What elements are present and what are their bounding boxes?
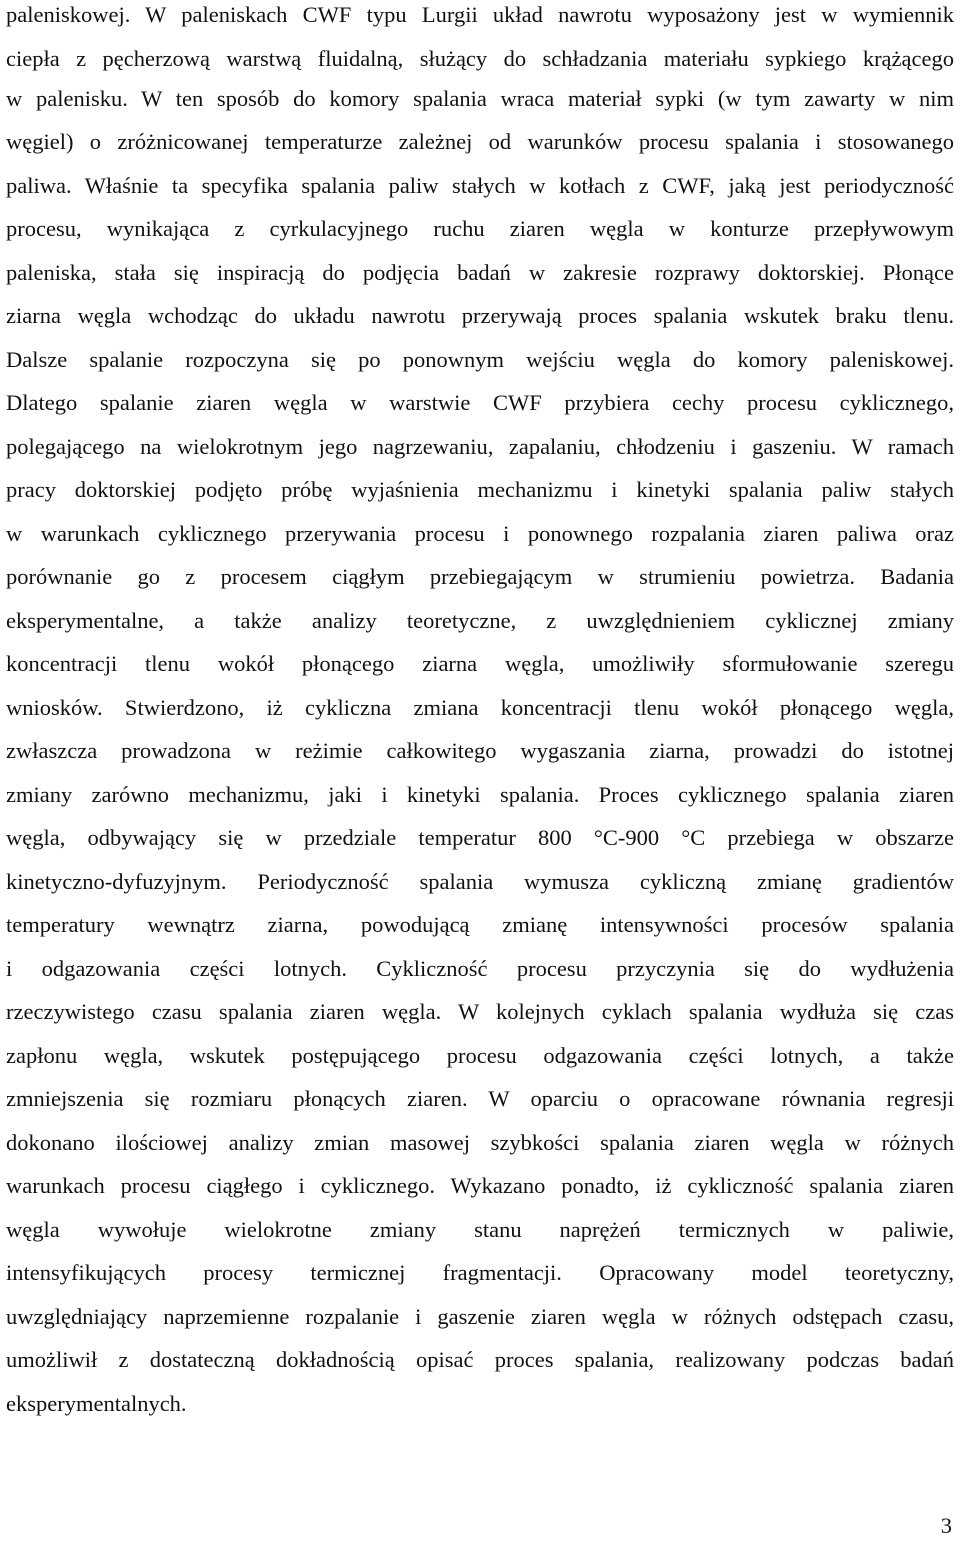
text-line-31: uwzględniający naprzemienne rozpalanie i gaszenie ziaren węgla w różnych odstępach czasu,	[6, 1303, 954, 1329]
text-line-19: zmiany zarówno mechanizmu, jaki i kinetyki spalania. Proces cyklicznego spalania ziaren	[6, 781, 954, 807]
text-line-15: eksperymentalne, a także analizy teoretyczne, z uwzględnieniem cyklicznej zmiany	[6, 607, 954, 633]
text-line-1: paleniskowej. W paleniskach CWF typu Lurgii układ nawrotu wyposażony jest w wymiennik	[6, 2, 954, 27]
text-line-12: pracy doktorskiej podjęto próbę wyjaśnienia mechanizmu i kinetyki spalania paliw stałych	[6, 477, 954, 502]
text-line-11: polegającego na wielokrotnym jego nagrzewaniu, zapalaniu, chłodzeniu i gaszeniu. W ramach	[6, 433, 954, 459]
text-line-16: koncentracji tlenu wokół płonącego ziarna węgla, umożliwiły sformułowanie szeregu	[6, 651, 954, 676]
text-line-24: rzeczywistego czasu spalania ziaren węgla. W kolejnych cyklach spalania wydłuża się czas	[6, 999, 954, 1024]
text-line-25: zapłonu węgla, wskutek postępującego procesu odgazowania części lotnych, a także	[6, 1042, 954, 1068]
text-line-2: ciepła z pęcherzową warstwą fluidalną, służący do schładzania materiału sypkiego krążącego	[6, 45, 954, 71]
text-line-20: węgla, odbywający się w przedziale temperatur 800 °C-900 °C przebiega w obszarze	[6, 825, 954, 850]
text-line-17: wniosków. Stwierdzono, iż cykliczna zmiana koncentracji tlenu wokół płonącego węgla,	[6, 694, 954, 720]
text-line-26: zmniejszenia się rozmiaru płonących ziaren. W oparciu o opracowane równania regresji	[6, 1086, 954, 1111]
page-number: 3	[940, 1513, 952, 1538]
text-line-30: intensyfikujących procesy termicznej fragmentacji. Opracowany model teoretyczny,	[6, 1260, 954, 1285]
text-line-13: w warunkach cyklicznego przerywania procesu i ponownego rozpalania ziaren paliwa oraz	[6, 520, 954, 546]
text-line-5: paliwa. Właśnie ta specyfika spalania paliw stałych w kotłach z CWF, jaką jest periodyczność	[6, 172, 954, 198]
text-line-3: w palenisku. W ten sposób do komory spalania wraca materiał sypki (w tym zawarty w nim	[6, 85, 954, 111]
text-line-18: zwłaszcza prowadzona w reżimie całkowitego wygaszania ziarna, prowadzi do istotnej	[6, 738, 954, 763]
text-line-7: paleniska, stała się inspiracją do podjęcia badań w zakresie rozprawy doktorskiej. Płonące	[6, 259, 954, 285]
text-line-33: eksperymentalnych.	[6, 1390, 187, 1416]
text-line-32: umożliwił z dostateczną dokładnością opisać proces spalania, realizowany podczas badań	[6, 1347, 954, 1372]
text-line-6: procesu, wynikająca z cyrkulacyjnego ruchu ziaren węgla w konturze przepływowym	[6, 216, 954, 241]
text-line-8: ziarna węgla wchodząc do układu nawrotu przerywają proces spalania wskutek braku tlenu.	[6, 303, 954, 328]
text-line-29: węgla wywołuje wielokrotne zmiany stanu naprężeń termicznych w paliwie,	[6, 1216, 954, 1242]
text-line-14: porównanie go z procesem ciągłym przebiegającym w strumieniu powietrza. Badania	[6, 564, 954, 589]
text-line-23: i odgazowania części lotnych. Cykliczność procesu przyczynia się do wydłużenia	[6, 955, 954, 981]
text-line-28: warunkach procesu ciągłego i cyklicznego. Wykazano ponadto, iż cykliczność spalania ziaren	[6, 1173, 954, 1198]
text-line-10: Dlatego spalanie ziaren węgla w warstwie CWF przybiera cechy procesu cyklicznego,	[6, 390, 954, 415]
text-line-9: Dalsze spalanie rozpoczyna się po ponownym wejściu węgla do komory paleniskowej.	[6, 346, 954, 372]
text-line-22: temperatury wewnątrz ziarna, powodującą zmianę intensywności procesów spalania	[6, 912, 954, 937]
text-line-4: węgiel) o zróżnicowanej temperaturze zależnej od warunków procesu spalania i stosowanego	[6, 129, 954, 154]
text-line-21: kinetyczno-dyfuzyjnym. Periodyczność spalania wymusza cykliczną zmianę gradientów	[6, 868, 954, 894]
text-line-27: dokonano ilościowej analizy zmian masowej szybkości spalania ziaren węgla w różnych	[6, 1129, 954, 1155]
